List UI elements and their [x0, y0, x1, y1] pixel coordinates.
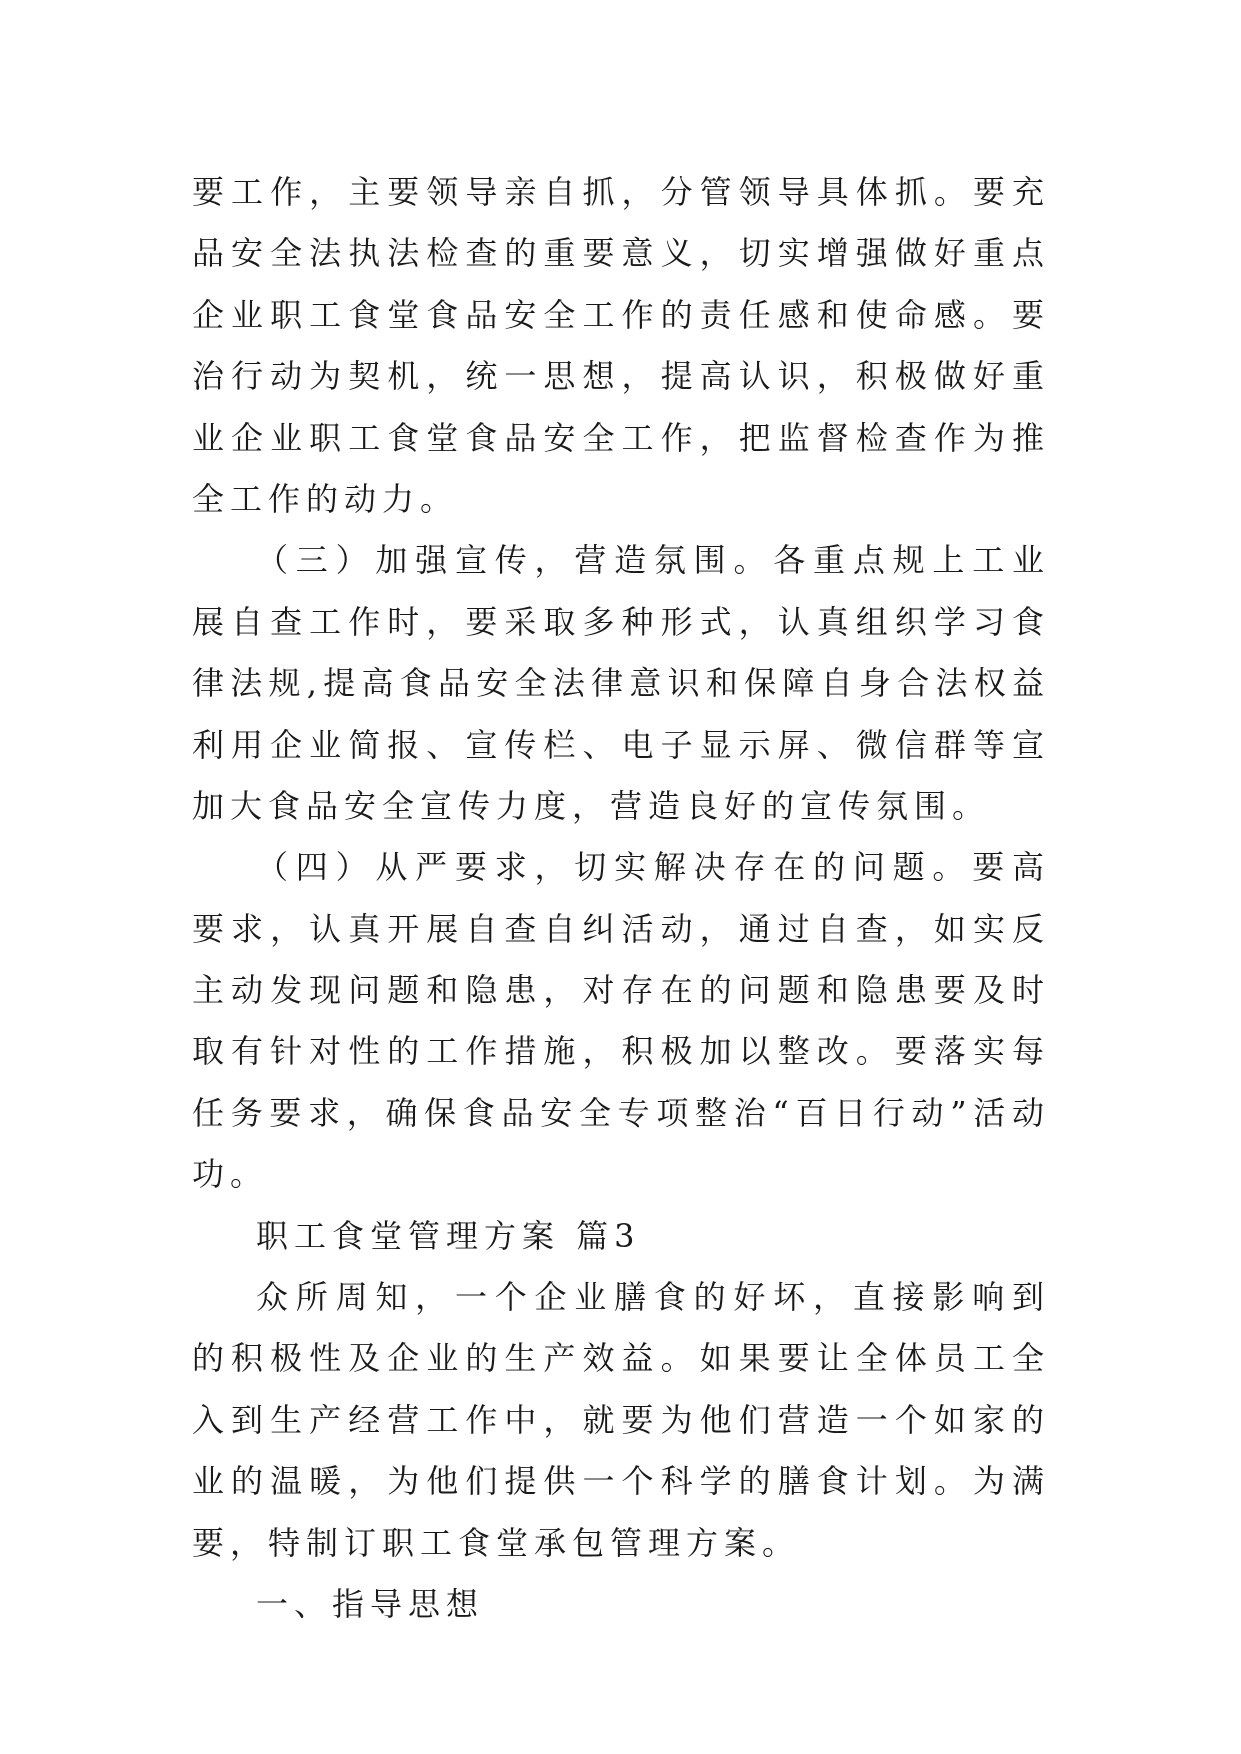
text-line: 要求，认真开展自查自纠活动，通过自查，如实反: [192, 909, 1050, 948]
text-line: 功。: [192, 1155, 269, 1194]
subsection-heading: 一、指导思想: [256, 1584, 485, 1623]
text-line: 品安全法执法检查的重要意义，切实增强做好重点: [192, 234, 1050, 273]
text-line: （四）从严要求，切实解决存在的问题。要高: [256, 848, 1050, 887]
text-line: 要工作，主要领导亲自抓，分管领导具体抓。要充: [192, 173, 1050, 211]
text-line: 任务要求，确保食品安全专项整治“百日行动”活动: [192, 1093, 1050, 1132]
text-line: 要，特制订职工食堂承包管理方案。: [192, 1523, 801, 1562]
text-line: （三）加强宣传，营造氛围。各重点规上工业: [256, 541, 1050, 580]
body-text: [192, 162, 1050, 1635]
text-line: 业的温暖，为他们提供一个科学的膳食计划。为满: [192, 1462, 1050, 1501]
text-line: 全工作的动力。: [192, 479, 459, 518]
text-line: 律法规,提高食品安全法律意识和保障自身合法权益: [192, 664, 1050, 703]
text-line: 的积极性及企业的生产效益。如果要让全体员工全: [192, 1339, 1050, 1378]
text-line: 业企业职工食堂食品安全工作，把监督检查作为推: [192, 418, 1050, 457]
text-line: 展自查工作时，要采取多种形式，认真组织学习食: [192, 602, 1050, 641]
text-line: 治行动为契机，统一思想，提高认识，积极做好重: [192, 357, 1050, 396]
text-line: 众所周知，一个企业膳食的好坏，直接影响到: [256, 1278, 1050, 1317]
text-line: 利用企业简报、宣传栏、电子显示屏、微信群等宣: [192, 725, 1050, 764]
section-heading: 职工食堂管理方案 篇3: [256, 1216, 641, 1255]
text-line: 主动发现问题和隐患，对存在的问题和隐患要及时: [192, 971, 1050, 1010]
text-line: 取有针对性的工作措施，积极加以整改。要落实每: [192, 1032, 1050, 1071]
text-line: 企业职工食堂食品安全工作的责任感和使命感。要: [192, 295, 1050, 334]
text-line: 加大食品安全宣传力度，营造良好的宣传氛围。: [192, 786, 991, 825]
text-line: 入到生产经营工作中，就要为他们营造一个如家的: [192, 1400, 1050, 1439]
